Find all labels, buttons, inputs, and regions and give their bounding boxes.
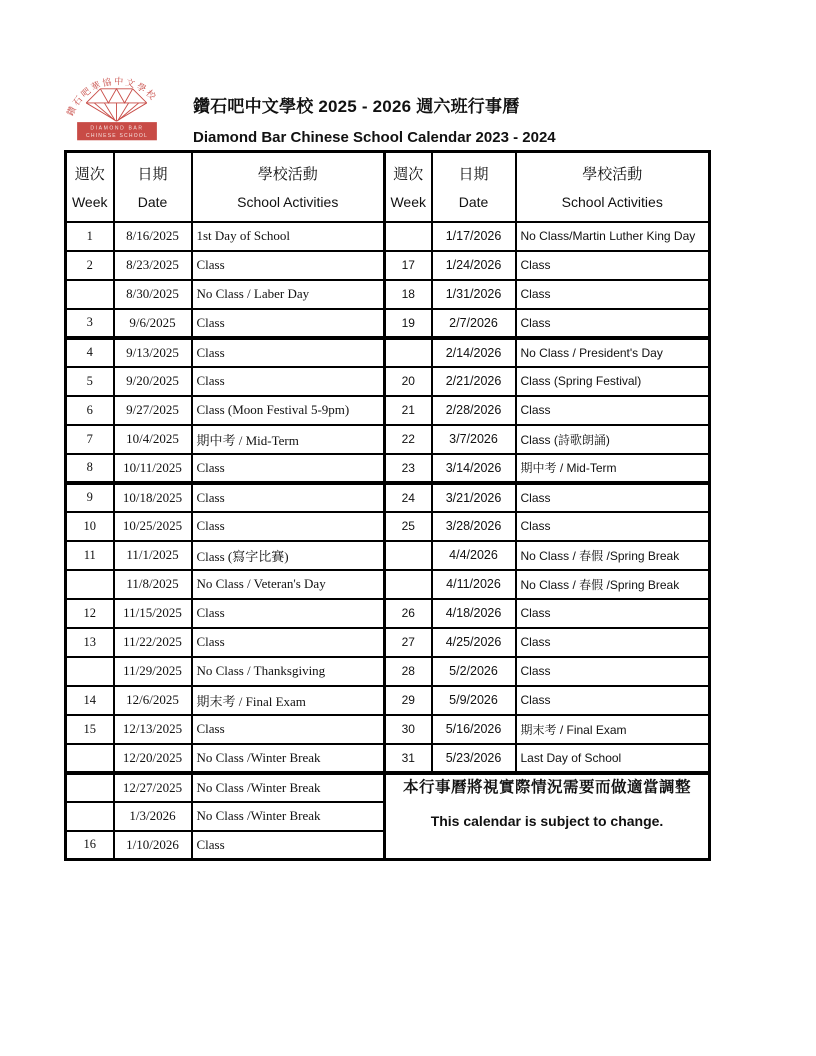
date-cell: 8/16/2025 (114, 222, 192, 251)
activity-cell: Class (192, 251, 385, 280)
date-cell: 2/28/2026 (432, 396, 516, 425)
title-chinese: 鑽石吧中文學校 2025 - 2026 週六班行事曆 (193, 97, 520, 116)
date-cell: 9/6/2025 (114, 309, 192, 338)
week-cell (66, 802, 114, 831)
header-date-left (114, 152, 192, 222)
header-date-en: Date (137, 194, 168, 211)
table-row (66, 367, 710, 396)
week-cell: 20 (385, 367, 432, 396)
header-activities-right (516, 152, 710, 222)
activity-cell: 期末考 / Final Exam (192, 686, 385, 715)
header-week-en: Week (71, 194, 108, 211)
week-cell: 9 (66, 483, 114, 512)
header-activities-zh: 學校活動 (582, 166, 643, 184)
table-row (66, 570, 710, 599)
table-row (66, 773, 710, 802)
week-cell: 4 (66, 338, 114, 367)
date-cell: 4/25/2026 (432, 628, 516, 657)
table-header-row (66, 152, 710, 222)
week-cell: 15 (66, 715, 114, 744)
activity-cell: Class (詩歌朗誦) (516, 425, 710, 454)
date-cell: 10/4/2025 (114, 425, 192, 454)
activity-cell: Class (192, 454, 385, 483)
week-cell: 1 (66, 222, 114, 251)
date-cell: 2/7/2026 (432, 309, 516, 338)
activity-cell: Class (516, 396, 710, 425)
header-week-en: Week (390, 194, 427, 211)
activity-cell: 期中考 / Mid-Term (192, 425, 385, 454)
activity-cell: Class (192, 831, 385, 860)
week-cell: 3 (66, 309, 114, 338)
table-row (66, 454, 710, 483)
table-row (66, 744, 710, 773)
table-row (66, 425, 710, 454)
logo-banner-line2: CHINESE SCHOOL (86, 133, 148, 140)
date-cell: 12/20/2025 (114, 744, 192, 773)
activity-cell: Class (Spring Festival) (516, 367, 710, 396)
activity-cell: Class (192, 715, 385, 744)
week-cell (385, 570, 432, 599)
activity-cell: Class (192, 512, 385, 541)
date-cell: 3/21/2026 (432, 483, 516, 512)
activity-cell: No Class / Veteran's Day (192, 570, 385, 599)
week-cell (66, 657, 114, 686)
header-week-left (66, 152, 114, 222)
header-activities-en: School Activities (561, 194, 663, 211)
week-cell: 30 (385, 715, 432, 744)
date-cell: 10/18/2025 (114, 483, 192, 512)
activity-cell: No Class /Winter Break (192, 773, 385, 802)
date-cell: 1/24/2026 (432, 251, 516, 280)
date-cell: 4/11/2026 (432, 570, 516, 599)
date-cell: 5/16/2026 (432, 715, 516, 744)
table-row (66, 541, 710, 570)
table-row (66, 280, 710, 309)
diamond-icon (86, 89, 147, 121)
week-cell: 24 (385, 483, 432, 512)
week-cell: 14 (66, 686, 114, 715)
table-row (66, 338, 710, 367)
date-cell: 4/18/2026 (432, 599, 516, 628)
date-cell: 11/1/2025 (114, 541, 192, 570)
activity-cell: Class (192, 599, 385, 628)
activity-cell: Class (516, 512, 710, 541)
date-cell: 9/13/2025 (114, 338, 192, 367)
week-cell (66, 570, 114, 599)
week-cell: 27 (385, 628, 432, 657)
calendar-body (66, 222, 710, 860)
header-week-zh: 週次 (393, 166, 424, 184)
activity-cell: Class (192, 338, 385, 367)
activity-cell: Class (516, 599, 710, 628)
date-cell: 11/15/2025 (114, 599, 192, 628)
header-date-en: Date (458, 194, 489, 211)
week-cell (66, 280, 114, 309)
date-cell: 3/7/2026 (432, 425, 516, 454)
title-english: Diamond Bar Chinese School Calendar 2023 - 2024 (193, 129, 556, 146)
date-cell: 12/6/2025 (114, 686, 192, 715)
week-cell: 23 (385, 454, 432, 483)
week-cell: 19 (385, 309, 432, 338)
table-row (66, 599, 710, 628)
activity-cell: Class (516, 686, 710, 715)
table-row (66, 657, 710, 686)
activity-cell: No Class / 春假 /Spring Break (516, 570, 710, 599)
activity-cell: No Class/Martin Luther King Day (516, 222, 710, 251)
activity-cell: 期末考 / Final Exam (516, 715, 710, 744)
activity-cell: Class (192, 309, 385, 338)
activity-cell: No Class / Laber Day (192, 280, 385, 309)
calendar-table (64, 150, 711, 861)
activity-cell: Class (516, 483, 710, 512)
date-cell: 11/22/2025 (114, 628, 192, 657)
week-cell: 2 (66, 251, 114, 280)
change-notice-en: This calendar is subject to change. (430, 812, 664, 829)
week-cell (385, 541, 432, 570)
date-cell: 1/31/2026 (432, 280, 516, 309)
week-cell: 22 (385, 425, 432, 454)
activity-cell: Class (516, 251, 710, 280)
date-cell: 1/17/2026 (432, 222, 516, 251)
header-activities-en: School Activities (237, 194, 339, 211)
week-cell: 28 (385, 657, 432, 686)
table-row (66, 396, 710, 425)
date-cell: 2/21/2026 (432, 367, 516, 396)
week-cell: 5 (66, 367, 114, 396)
date-cell: 5/2/2026 (432, 657, 516, 686)
activity-cell: No Class / 春假 /Spring Break (516, 541, 710, 570)
logo-banner-line1: DIAMOND BAR (90, 125, 144, 132)
date-cell: 1/10/2026 (114, 831, 192, 860)
header-activities-left (192, 152, 385, 222)
header-activities-zh: 學校活動 (257, 166, 318, 184)
activity-cell: No Class / President's Day (516, 338, 710, 367)
logo-arc-text: 鑽石吧華協中文學校 (65, 76, 160, 118)
week-cell: 8 (66, 454, 114, 483)
week-cell: 25 (385, 512, 432, 541)
activity-cell: 1st Day of School (192, 222, 385, 251)
activity-cell: Class (516, 280, 710, 309)
week-cell: 10 (66, 512, 114, 541)
week-cell: 7 (66, 425, 114, 454)
activity-cell: 期中考 / Mid-Term (516, 454, 710, 483)
week-cell: 26 (385, 599, 432, 628)
activity-cell: Class (192, 483, 385, 512)
table-row (66, 715, 710, 744)
date-cell: 3/28/2026 (432, 512, 516, 541)
date-cell: 12/13/2025 (114, 715, 192, 744)
activity-cell: Class (192, 628, 385, 657)
table-row (66, 251, 710, 280)
table-row (66, 512, 710, 541)
date-cell: 11/29/2025 (114, 657, 192, 686)
table-row (66, 222, 710, 251)
header-date-zh: 日期 (137, 166, 168, 184)
header-date-zh: 日期 (458, 166, 489, 184)
week-cell: 31 (385, 744, 432, 773)
date-cell: 8/23/2025 (114, 251, 192, 280)
activity-cell: Class (寫字比賽) (192, 541, 385, 570)
week-cell: 21 (385, 396, 432, 425)
date-cell: 12/27/2025 (114, 773, 192, 802)
date-cell: 9/20/2025 (114, 367, 192, 396)
week-cell: 11 (66, 541, 114, 570)
header-week-right (385, 152, 432, 222)
activity-cell: No Class /Winter Break (192, 744, 385, 773)
date-cell: 11/8/2025 (114, 570, 192, 599)
date-cell: 10/25/2025 (114, 512, 192, 541)
date-cell: 5/23/2026 (432, 744, 516, 773)
date-cell: 10/11/2025 (114, 454, 192, 483)
activity-cell: Class (516, 309, 710, 338)
week-cell: 13 (66, 628, 114, 657)
week-cell: 6 (66, 396, 114, 425)
activity-cell: Class (516, 657, 710, 686)
header-week-zh: 週次 (74, 166, 105, 184)
week-cell (66, 744, 114, 773)
week-cell (385, 222, 432, 251)
table-row (66, 309, 710, 338)
table-row (66, 483, 710, 512)
week-cell: 16 (66, 831, 114, 860)
activity-cell: Class (516, 628, 710, 657)
week-cell: 18 (385, 280, 432, 309)
activity-cell: No Class / Thanksgiving (192, 657, 385, 686)
date-cell: 8/30/2025 (114, 280, 192, 309)
date-cell: 1/3/2026 (114, 802, 192, 831)
date-cell: 3/14/2026 (432, 454, 516, 483)
header-date-right (432, 152, 516, 222)
activity-cell: Class (Moon Festival 5-9pm) (192, 396, 385, 425)
week-cell: 17 (385, 251, 432, 280)
date-cell: 4/4/2026 (432, 541, 516, 570)
school-logo (64, 74, 170, 146)
week-cell (66, 773, 114, 802)
table-row (66, 628, 710, 657)
week-cell: 12 (66, 599, 114, 628)
week-cell: 29 (385, 686, 432, 715)
week-cell (385, 338, 432, 367)
activity-cell: Last Day of School (516, 744, 710, 773)
date-cell: 5/9/2026 (432, 686, 516, 715)
activity-cell: No Class /Winter Break (192, 802, 385, 831)
change-notice (385, 773, 710, 860)
table-row (66, 686, 710, 715)
date-cell: 9/27/2025 (114, 396, 192, 425)
document-titles (193, 92, 753, 146)
change-notice-zh: 本行事曆將視實際情況需要而做適當調整 (402, 778, 691, 796)
date-cell: 2/14/2026 (432, 338, 516, 367)
activity-cell: Class (192, 367, 385, 396)
